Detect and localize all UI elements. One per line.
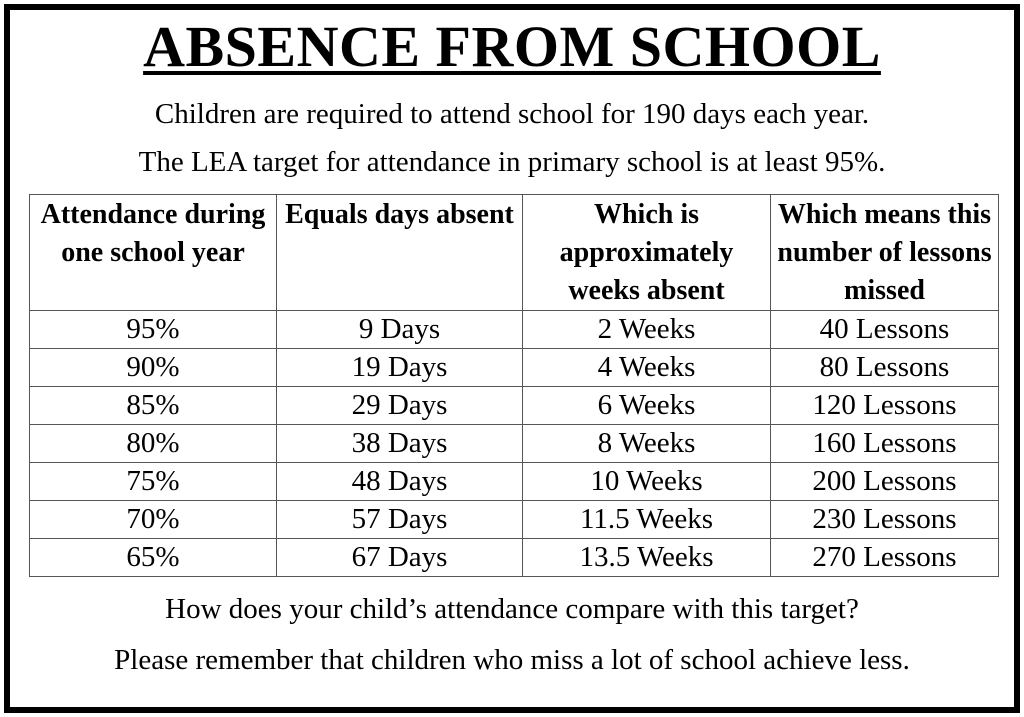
closing-reminder: Please remember that children who miss a lot of school achieve less.	[114, 644, 910, 676]
cell-days: 29 Days	[277, 387, 523, 425]
header-lessons-missed: Which means this number of lessons missed	[771, 195, 999, 311]
page-title-text: ABSENCE FROM SCHOOL	[143, 14, 881, 79]
intro-line-1: Children are required to attend school for 190 days each year.	[154, 98, 870, 130]
cell-weeks: 11.5 Weeks	[523, 501, 771, 539]
cell-attendance: 95%	[30, 311, 277, 349]
cell-attendance: 65%	[30, 539, 277, 577]
header-weeks-absent: Which is approximately weeks absent	[523, 195, 771, 311]
cell-lessons: 200 Lessons	[771, 463, 999, 501]
cell-attendance: 80%	[30, 425, 277, 463]
cell-lessons: 270 Lessons	[771, 539, 999, 577]
cell-weeks: 4 Weeks	[523, 349, 771, 387]
cell-lessons: 40 Lessons	[771, 311, 999, 349]
absence-table	[29, 194, 999, 577]
cell-days: 48 Days	[277, 463, 523, 501]
table-row	[30, 501, 999, 539]
table-row	[30, 425, 999, 463]
cell-weeks: 10 Weeks	[523, 463, 771, 501]
cell-attendance: 85%	[30, 387, 277, 425]
cell-days: 38 Days	[277, 425, 523, 463]
cell-days: 9 Days	[277, 311, 523, 349]
cell-weeks: 2 Weeks	[523, 311, 771, 349]
table-header-row	[30, 195, 999, 311]
table-row	[30, 539, 999, 577]
cell-lessons: 120 Lessons	[771, 387, 999, 425]
header-attendance: Attendance during one school year	[30, 195, 277, 311]
cell-attendance: 70%	[30, 501, 277, 539]
page-title	[0, 14, 1024, 80]
closing-question: How does your child’s attendance compare with this target?	[165, 593, 859, 625]
table-row	[30, 349, 999, 387]
cell-lessons: 160 Lessons	[771, 425, 999, 463]
cell-weeks: 13.5 Weeks	[523, 539, 771, 577]
table-row	[30, 463, 999, 501]
intro-line-2: The LEA target for attendance in primary school is at least 95%.	[138, 146, 886, 178]
cell-days: 57 Days	[277, 501, 523, 539]
cell-days: 67 Days	[277, 539, 523, 577]
cell-weeks: 8 Weeks	[523, 425, 771, 463]
cell-lessons: 230 Lessons	[771, 501, 999, 539]
cell-attendance: 90%	[30, 349, 277, 387]
cell-attendance: 75%	[30, 463, 277, 501]
table-row	[30, 387, 999, 425]
table-row	[30, 311, 999, 349]
cell-lessons: 80 Lessons	[771, 349, 999, 387]
header-days-absent: Equals days absent	[277, 195, 523, 311]
cell-days: 19 Days	[277, 349, 523, 387]
cell-weeks: 6 Weeks	[523, 387, 771, 425]
